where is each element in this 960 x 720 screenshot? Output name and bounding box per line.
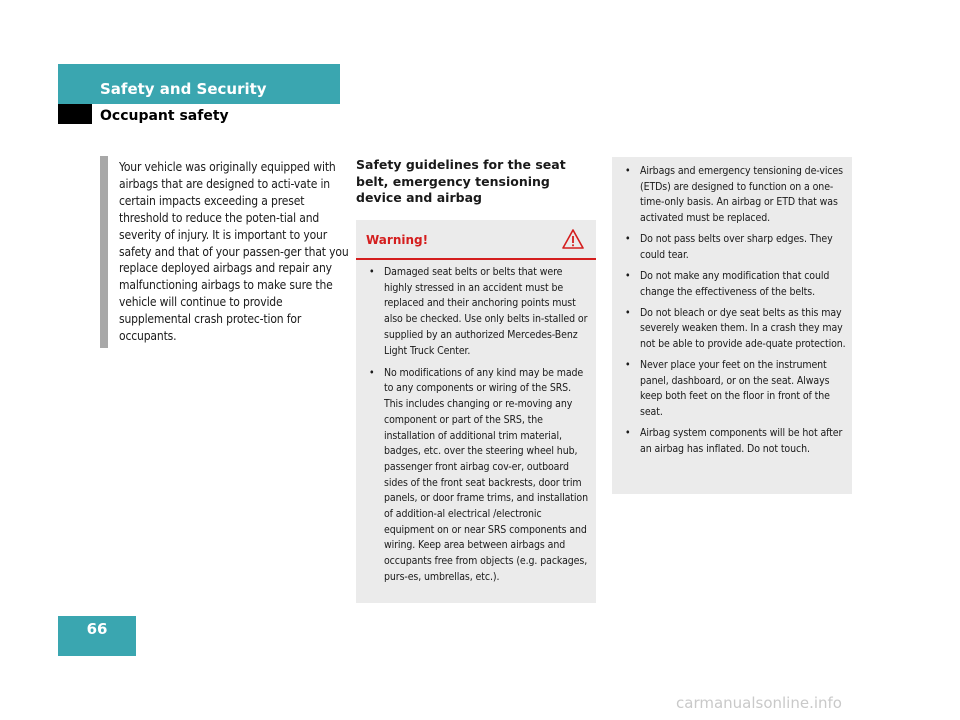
safety-list: [622, 164, 850, 463]
section-title: Safety and Security: [100, 80, 267, 98]
bullet-icon: •: [625, 358, 631, 371]
bullet-icon: •: [625, 233, 631, 246]
warning-box: [356, 220, 596, 603]
page-number-tab: [58, 616, 136, 656]
list-item-text: Damaged seat belts or belts that were highly stressed in an accident must be replaced and their anchoring points must also be checked. Use only belts in-stalled or supplied by an authorized Mercedes-Benz Light Truck Center.: [384, 266, 588, 357]
list-item-text: Airbag system components will be hot after an airbag has inflated. Do not touch.: [640, 427, 843, 455]
list-item: [366, 366, 592, 586]
list-item-text: Do not make any modification that could change the effectiveness of the belts.: [640, 269, 830, 298]
list-item: [622, 358, 850, 421]
page-number: 66: [86, 620, 108, 638]
list-item-text: No modifications of any kind may be made to any components or wiring of the SRS. This includes changing or re-moving any component or part of the SRS, the installation of additional trim material, badges, etc. over the steering wheel hub, passenger front airbag cov-er, outboard sides of the front seat backrests, door trim panels, or door frame trims, and installation of addition-al electrical /electronic equipment on or near SRS components and wiring. Keep area between airbags and occupants free from objects (e.g. packages, purs-es, umbrellas, etc.).: [384, 366, 588, 583]
list-item-text: Airbags and emergency tensioning de-vices (ETDs) are designed to function on a one-time-only basis. An airbag or ETD that was activated must be replaced.: [640, 165, 843, 225]
warning-list: [366, 265, 592, 592]
list-item: [622, 232, 850, 263]
bullet-icon: •: [369, 366, 375, 379]
subsection-marker: [58, 104, 92, 124]
safety-list-box: [612, 157, 852, 494]
subsection-title: Occupant safety: [100, 108, 229, 124]
bullet-icon: •: [369, 266, 375, 278]
list-item: [622, 164, 850, 227]
list-item-text: Do not pass belts over sharp edges. They could tear.: [640, 233, 833, 261]
warning-label: Warning!: [366, 233, 429, 247]
warning-header: [356, 220, 596, 260]
list-item: [622, 306, 850, 353]
list-item: [622, 426, 850, 457]
list-item-text: Do not bleach or dye seat belts as this may severely weaken them. In a crash they may not be able to provide ade-quate protection.: [640, 306, 846, 350]
bullet-icon: •: [625, 165, 631, 177]
intro-side-rule: [100, 156, 108, 348]
bullet-icon: •: [625, 306, 631, 319]
bullet-icon: •: [625, 269, 631, 282]
list-item: [622, 269, 850, 300]
list-item: [366, 265, 592, 359]
list-item-text: Never place your feet on the instrument panel, dashboard, or on the seat. Always keep both feet on the floor in front of the seat.: [640, 358, 830, 419]
watermark: carmanualsonline.info: [676, 694, 842, 712]
bullet-icon: •: [625, 427, 631, 440]
warning-triangle-icon: [562, 228, 584, 250]
guidelines-heading: Safety guidelines for the seat belt, emergency tensioning device and airbag: [356, 157, 566, 205]
intro-paragraph: Your vehicle was originally equipped with airbags that are designed to acti-vate in certain impacts exceeding a preset threshold to reduce the poten-tial and severity of injury. It is important to your safety and that of your passen-ger that you replace deployed airbags and repair any malfunctioning airbags to make sure the vehicle will continue to provide supplemental crash protec-tion for occupants.: [119, 160, 349, 344]
